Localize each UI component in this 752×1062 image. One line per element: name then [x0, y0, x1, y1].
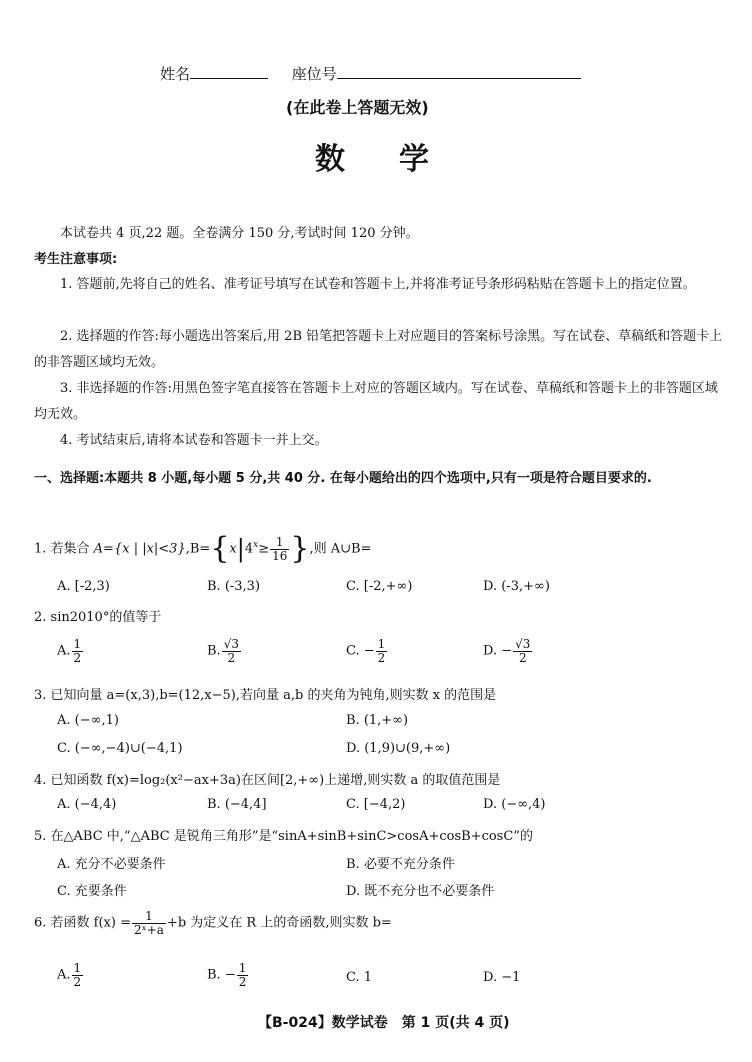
notice-item-4: 4. 考试结束后,请将本试卷和答题卡一并上交。 — [60, 433, 328, 448]
q2-option-d — [483, 638, 533, 664]
q6-pre: 6. 若函数 f(x) = — [34, 915, 131, 931]
q2-a-den: 2 — [73, 650, 82, 665]
q1-frac-num: 1 — [270, 536, 289, 550]
q6-post: +b 为定义在 R 上的奇函数,则实数 b= — [166, 915, 392, 931]
section-1-title: 一、选择题:本题共 8 小题,每小题 5 分,共 40 分. 在每小题给出的四个选项中,只有一项是符合题目要求的. — [34, 471, 652, 486]
q1-set-b-var: x — [229, 541, 237, 557]
page-footer: 【B-024】数学试卷 第 1 页(共 4 页) — [258, 1015, 510, 1031]
invalid-note: (在此卷上答题无效) — [286, 98, 429, 117]
notice-title: 考生注意事项: — [34, 252, 118, 267]
q1-set-b-pre: ,B= — [185, 541, 211, 557]
q3-option-d: D. (1,9)∪(9,+∞) — [346, 741, 451, 756]
q1-geq: ≥ — [258, 541, 270, 557]
q2-option-a — [57, 638, 84, 664]
q2-d-num: √3 — [515, 637, 531, 651]
q1-base: 4 — [244, 541, 254, 557]
q2-a-num: 1 — [73, 637, 82, 651]
q1-option-c: C. [-2,+∞) — [346, 579, 413, 594]
q1-pre: 1. 若集合 — [34, 541, 94, 557]
q4-option-a: A. (−4,4) — [57, 797, 117, 812]
q1-fraction — [270, 536, 289, 562]
q3-option-b: B. (1,+∞) — [346, 713, 409, 728]
q6-option-c: C. 1 — [346, 970, 373, 985]
q5-option-c: C. 充要条件 — [57, 884, 127, 899]
q4-option-d: D. (−∞,4) — [483, 797, 546, 812]
q2-c-num: 1 — [377, 637, 386, 651]
q6-num: 1 — [132, 910, 166, 924]
q2-c-fraction — [376, 638, 388, 664]
q1-exp: x — [253, 540, 259, 551]
q2-b-label: B. — [207, 643, 221, 659]
q1-post: ,则 A∪B= — [309, 541, 372, 557]
subject-title: 数 学 — [315, 142, 441, 177]
q6-b-label: B. − — [207, 967, 236, 983]
q6-fraction — [132, 910, 166, 936]
q2-d-den: 2 — [518, 650, 527, 665]
q1-right-brace: } — [290, 531, 310, 566]
q6-b-fraction — [237, 962, 249, 988]
q2-option-b — [207, 638, 242, 664]
q2-a-label: A. — [57, 643, 71, 659]
question-4: 4. 已知函数 f(x)=log₂(x²−ax+3a)在区间[2,+∞)上递增,则实数 a 的取值范围是 — [34, 773, 501, 788]
q1-bar: | — [236, 535, 245, 563]
q3-option-a: A. (−∞,1) — [57, 713, 119, 728]
notice-item-3: 3. 非选择题的作答:用黑色签字笔直接答在答题卡上对应的答题区域内。写在试卷、草稿纸和答题卡上的非答题区域均无效。 — [34, 381, 718, 422]
q2-c-label: C. − — [346, 643, 375, 659]
question-2: 2. sin2010°的值等于 — [34, 610, 162, 625]
intro-text: 本试卷共 4 页,22 题。全卷满分 150 分,考试时间 120 分钟。 — [60, 226, 419, 241]
notice-item-1: 1. 答题前,先将自己的姓名、准考证号填写在试卷和答题卡上,并将准考证号条形码粘贴在答题卡上的指定位置。 — [60, 277, 696, 292]
q6-option-b — [207, 962, 249, 988]
notice-item-2: 2. 选择题的作答:每小题选出答案后,用 2B 铅笔把答题卡上对应题目的答案标号涂黑。写在试卷、草稿纸和答题卡上的非答题区域均无效。 — [34, 329, 723, 370]
question-6 — [34, 910, 392, 936]
q4-option-c: C. [−4,2) — [346, 797, 406, 812]
q6-den: 2ˣ+a — [133, 922, 164, 937]
name-blank — [190, 64, 268, 79]
q1-left-brace: { — [210, 531, 230, 566]
q2-d-fraction — [513, 638, 532, 664]
q3-option-c: C. (−∞,−4)∪(−4,1) — [57, 741, 183, 756]
q6-b-den: 2 — [238, 974, 247, 989]
q1-option-a: A. [-2,3) — [57, 579, 110, 594]
q5-option-d: D. 既不充分也不必要条件 — [346, 884, 495, 899]
q6-a-den: 2 — [73, 974, 82, 989]
name-field — [160, 63, 581, 84]
q2-b-den: 2 — [227, 650, 236, 665]
q1-option-b: B. (-3,3) — [207, 579, 261, 594]
question-1 — [34, 531, 372, 566]
q2-d-label: D. − — [483, 643, 513, 659]
q2-option-c — [346, 638, 388, 664]
q6-a-num: 1 — [73, 961, 82, 975]
q6-a-fraction — [72, 962, 84, 988]
seat-blank — [337, 64, 581, 79]
question-3: 3. 已知向量 a=(x,3),b=(12,x−5),若向量 a,b 的夹角为钝角,则实数 x 的范围是 — [34, 688, 497, 703]
q6-a-label: A. — [57, 967, 71, 983]
question-5: 5. 在△ABC 中,“△ABC 是锐角三角形”是“sinA+sinB+sinC>cosA+cosB+cosC”的 — [34, 829, 533, 844]
q5-option-b: B. 必要不充分条件 — [346, 857, 455, 872]
q2-a-fraction — [72, 638, 84, 664]
q4-option-b: B. (−4,4] — [207, 797, 267, 812]
q1-frac-den: 16 — [272, 548, 288, 563]
seat-label: 座位号 — [291, 65, 337, 83]
q2-b-fraction — [222, 638, 241, 664]
q6-option-a — [57, 962, 84, 988]
q1-set-a: A={x | |x|<3} — [93, 541, 186, 557]
name-label: 姓名 — [160, 65, 191, 83]
q6-option-d: D. −1 — [483, 970, 521, 985]
q5-option-a: A. 充分不必要条件 — [57, 857, 166, 872]
q2-b-num: √3 — [223, 637, 239, 651]
q1-option-d: D. (-3,+∞) — [483, 579, 550, 594]
q6-b-num: 1 — [238, 961, 247, 975]
q2-c-den: 2 — [377, 650, 386, 665]
